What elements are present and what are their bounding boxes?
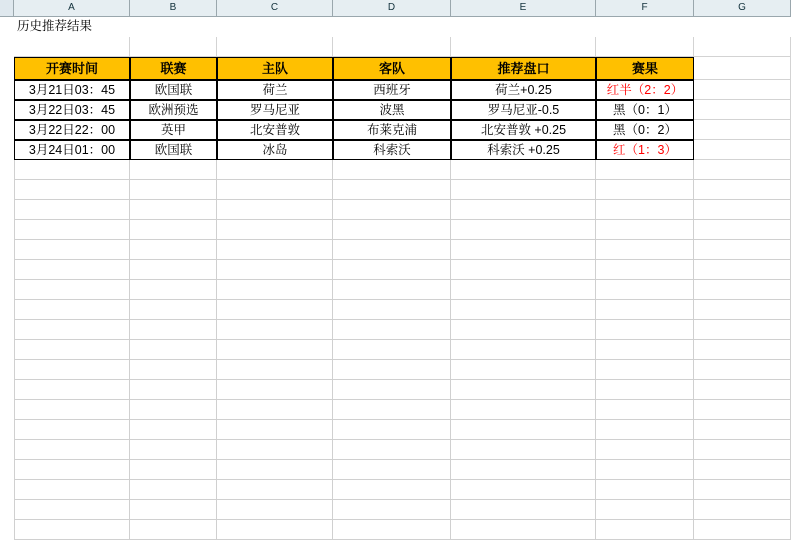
grid-cell-empty[interactable] bbox=[333, 160, 451, 180]
grid-cell-empty[interactable] bbox=[451, 180, 596, 200]
table-header-cell[interactable]: 客队 bbox=[333, 57, 451, 80]
table-row bbox=[14, 520, 791, 540]
grid-cell-empty[interactable] bbox=[14, 500, 130, 520]
grid-cell-empty[interactable] bbox=[14, 240, 130, 260]
grid-cell-empty[interactable] bbox=[596, 380, 694, 400]
grid-cell-empty[interactable] bbox=[694, 400, 791, 420]
grid-cell-empty[interactable] bbox=[333, 280, 451, 300]
grid-cell-empty[interactable] bbox=[333, 360, 451, 380]
grid-cell-empty[interactable] bbox=[451, 260, 596, 280]
grid-cell-empty[interactable] bbox=[130, 320, 217, 340]
grid-cell-empty[interactable] bbox=[217, 360, 333, 380]
grid-cell-empty[interactable] bbox=[333, 17, 451, 37]
grid-cell-empty[interactable] bbox=[217, 300, 333, 320]
grid-cell-empty[interactable] bbox=[596, 440, 694, 460]
table-cell-time[interactable]: 3月21日03：45 bbox=[14, 80, 130, 100]
grid-cell-empty[interactable] bbox=[694, 500, 791, 520]
grid-cell-empty[interactable] bbox=[333, 200, 451, 220]
grid-cell-empty[interactable] bbox=[14, 260, 130, 280]
grid-cell-empty[interactable] bbox=[694, 520, 791, 540]
grid-cell-empty[interactable] bbox=[694, 480, 791, 500]
grid-cell-empty[interactable] bbox=[596, 520, 694, 540]
table-row bbox=[14, 180, 791, 200]
table-row bbox=[14, 460, 791, 480]
grid-cell-empty[interactable] bbox=[130, 260, 217, 280]
grid-cell-empty[interactable] bbox=[14, 480, 130, 500]
grid-cell-empty[interactable] bbox=[451, 380, 596, 400]
row-header[interactable] bbox=[0, 420, 14, 440]
grid-cell-empty[interactable] bbox=[694, 320, 791, 340]
grid-cell-empty[interactable] bbox=[217, 420, 333, 440]
table-row bbox=[14, 380, 791, 400]
grid-cell-empty[interactable] bbox=[130, 180, 217, 200]
grid-cell-empty[interactable] bbox=[451, 320, 596, 340]
grid-cell-empty[interactable] bbox=[14, 200, 130, 220]
grid-cell-empty[interactable] bbox=[596, 160, 694, 180]
table-row bbox=[14, 280, 791, 300]
column-header-c[interactable]: C bbox=[217, 0, 333, 16]
table-row bbox=[14, 100, 791, 120]
grid-cell-empty[interactable] bbox=[217, 240, 333, 260]
grid-cell-empty[interactable] bbox=[130, 360, 217, 380]
row-header[interactable] bbox=[0, 380, 14, 400]
grid-cell-empty[interactable] bbox=[694, 280, 791, 300]
grid-cell-empty[interactable] bbox=[451, 520, 596, 540]
grid-cell-empty[interactable] bbox=[451, 420, 596, 440]
result-cell[interactable]: 红半（2：2） bbox=[596, 80, 694, 100]
grid-cell-empty[interactable] bbox=[14, 380, 130, 400]
grid-cell-empty[interactable] bbox=[694, 37, 791, 57]
table-cell-home[interactable]: 罗马尼亚 bbox=[217, 100, 333, 120]
table-cell-home[interactable]: 北安普敦 bbox=[217, 120, 333, 140]
grid-cell-empty[interactable] bbox=[217, 500, 333, 520]
table-cell-pick[interactable]: 罗马尼亚-0.5 bbox=[451, 100, 596, 120]
grid-cell-empty[interactable] bbox=[14, 400, 130, 420]
table-row bbox=[14, 400, 791, 420]
grid-cell-empty[interactable] bbox=[694, 260, 791, 280]
grid-cell-empty[interactable] bbox=[596, 340, 694, 360]
grid-cell-empty[interactable] bbox=[596, 17, 694, 37]
row-header[interactable] bbox=[0, 440, 14, 460]
grid-cell-empty[interactable] bbox=[217, 320, 333, 340]
grid-cell-empty[interactable] bbox=[130, 380, 217, 400]
table-cell-league[interactable]: 欧洲预选 bbox=[130, 100, 217, 120]
table-row bbox=[14, 260, 791, 280]
row-header[interactable] bbox=[0, 17, 14, 37]
grid-cell-empty[interactable] bbox=[451, 37, 596, 57]
table-cell-away[interactable]: 西班牙 bbox=[333, 80, 451, 100]
row-header-column bbox=[0, 17, 14, 540]
grid-cell-empty[interactable] bbox=[596, 300, 694, 320]
grid-cell-empty[interactable] bbox=[130, 460, 217, 480]
table-header-cell[interactable]: 联赛 bbox=[130, 57, 217, 80]
grid-cell-empty[interactable] bbox=[596, 37, 694, 57]
grid-cell-empty[interactable] bbox=[451, 440, 596, 460]
table-cell-league[interactable]: 英甲 bbox=[130, 120, 217, 140]
row-header[interactable] bbox=[0, 460, 14, 480]
grid-cell-empty[interactable] bbox=[217, 380, 333, 400]
grid-cell-empty[interactable] bbox=[451, 200, 596, 220]
table-header-cell[interactable]: 开赛时间 bbox=[14, 57, 130, 80]
grid-cell-empty[interactable] bbox=[14, 520, 130, 540]
grid-cell-empty[interactable] bbox=[596, 200, 694, 220]
grid-cell-empty[interactable] bbox=[596, 400, 694, 420]
grid-cell-empty[interactable] bbox=[596, 360, 694, 380]
grid-cell-empty[interactable] bbox=[451, 480, 596, 500]
grid-cell-empty[interactable] bbox=[596, 260, 694, 280]
result-cell[interactable]: 红（1：3） bbox=[596, 140, 694, 160]
grid-cell-empty[interactable] bbox=[694, 360, 791, 380]
grid-cell-empty[interactable] bbox=[14, 440, 130, 460]
grid-cell-empty[interactable] bbox=[694, 380, 791, 400]
grid-cell-empty[interactable] bbox=[333, 340, 451, 360]
table-cell-time[interactable]: 3月22日22：00 bbox=[14, 120, 130, 140]
grid-cell-empty[interactable] bbox=[14, 460, 130, 480]
grid-cell-empty[interactable] bbox=[14, 300, 130, 320]
table-row bbox=[14, 120, 791, 140]
grid-cell-empty[interactable] bbox=[694, 240, 791, 260]
grid-cell-empty[interactable] bbox=[217, 280, 333, 300]
row-header[interactable] bbox=[0, 100, 14, 120]
table-header-cell[interactable]: 推荐盘口 bbox=[451, 57, 596, 80]
grid-cell-empty[interactable] bbox=[596, 500, 694, 520]
grid-cell-empty[interactable] bbox=[333, 260, 451, 280]
grid-cell-empty[interactable] bbox=[333, 400, 451, 420]
grid-cell-empty[interactable] bbox=[130, 400, 217, 420]
table-cell-pick[interactable]: 荷兰+0.25 bbox=[451, 80, 596, 100]
column-header-row bbox=[0, 0, 791, 17]
grid-cell-empty[interactable] bbox=[14, 320, 130, 340]
table-row bbox=[14, 240, 791, 260]
table-row bbox=[14, 80, 791, 100]
grid-cell-empty[interactable] bbox=[694, 440, 791, 460]
grid-cell-empty[interactable] bbox=[130, 240, 217, 260]
grid-area bbox=[0, 17, 791, 540]
grid-cell-empty[interactable] bbox=[130, 420, 217, 440]
grid-cell-empty[interactable] bbox=[333, 380, 451, 400]
grid-cell-empty[interactable] bbox=[217, 480, 333, 500]
row-header[interactable] bbox=[0, 280, 14, 300]
table-cell-time[interactable]: 3月22日03：45 bbox=[14, 100, 130, 120]
grid-cell-empty[interactable] bbox=[130, 340, 217, 360]
table-cell-away[interactable]: 科索沃 bbox=[333, 140, 451, 160]
grid-cell-empty[interactable] bbox=[130, 480, 217, 500]
grid-cell-empty[interactable] bbox=[130, 37, 217, 57]
column-header-b[interactable]: B bbox=[130, 0, 217, 16]
grid-cell-empty[interactable] bbox=[217, 200, 333, 220]
grid-cell-empty[interactable] bbox=[130, 17, 217, 37]
grid-cell-empty[interactable] bbox=[451, 17, 596, 37]
cell-grid bbox=[14, 17, 791, 540]
grid-cell-empty[interactable] bbox=[217, 400, 333, 420]
grid-cell-empty[interactable] bbox=[451, 500, 596, 520]
grid-cell-empty[interactable] bbox=[333, 500, 451, 520]
grid-cell-empty[interactable] bbox=[130, 500, 217, 520]
row-header[interactable] bbox=[0, 360, 14, 380]
row-header[interactable] bbox=[0, 120, 14, 140]
grid-cell-empty[interactable] bbox=[596, 280, 694, 300]
table-cell-league[interactable]: 欧国联 bbox=[130, 140, 217, 160]
row-header[interactable] bbox=[0, 140, 14, 160]
grid-cell-empty[interactable] bbox=[130, 440, 217, 460]
grid-cell-empty[interactable] bbox=[694, 120, 791, 140]
grid-cell-empty[interactable] bbox=[694, 420, 791, 440]
table-row bbox=[14, 140, 791, 160]
grid-cell-empty[interactable] bbox=[451, 300, 596, 320]
grid-cell-empty[interactable] bbox=[14, 420, 130, 440]
grid-cell-empty[interactable] bbox=[694, 57, 791, 80]
grid-cell-empty[interactable] bbox=[14, 340, 130, 360]
grid-cell-empty[interactable] bbox=[217, 260, 333, 280]
table-cell-pick[interactable]: 北安普敦 +0.25 bbox=[451, 120, 596, 140]
grid-cell-empty[interactable] bbox=[14, 360, 130, 380]
grid-cell-empty[interactable] bbox=[217, 340, 333, 360]
table-row bbox=[14, 320, 791, 340]
grid-cell-empty[interactable] bbox=[451, 340, 596, 360]
grid-cell-empty[interactable] bbox=[694, 300, 791, 320]
row-header[interactable] bbox=[0, 37, 14, 57]
table-header-cell[interactable]: 赛果 bbox=[596, 57, 694, 80]
grid-cell-empty[interactable] bbox=[451, 240, 596, 260]
table-row bbox=[14, 480, 791, 500]
select-all-corner[interactable] bbox=[0, 0, 14, 16]
grid-cell-empty[interactable] bbox=[451, 360, 596, 380]
result-cell[interactable]: 黑（0：1） bbox=[596, 100, 694, 120]
column-header-a[interactable]: A bbox=[14, 0, 130, 16]
table-cell-home[interactable]: 荷兰 bbox=[217, 80, 333, 100]
grid-cell-empty[interactable] bbox=[333, 300, 451, 320]
row-header[interactable] bbox=[0, 180, 14, 200]
grid-cell-empty[interactable] bbox=[694, 17, 791, 37]
grid-cell-empty[interactable] bbox=[130, 200, 217, 220]
grid-cell-empty[interactable] bbox=[130, 160, 217, 180]
table-cell-away[interactable]: 波黑 bbox=[333, 100, 451, 120]
grid-cell-empty[interactable] bbox=[130, 300, 217, 320]
grid-cell-empty[interactable] bbox=[130, 220, 217, 240]
column-header-g[interactable]: G bbox=[694, 0, 791, 16]
row-header[interactable] bbox=[0, 340, 14, 360]
grid-cell-empty[interactable] bbox=[694, 160, 791, 180]
table-cell-away[interactable]: 布莱克浦 bbox=[333, 120, 451, 140]
table-row bbox=[14, 420, 791, 440]
grid-cell-empty[interactable] bbox=[694, 200, 791, 220]
grid-cell-empty[interactable] bbox=[217, 17, 333, 37]
grid-cell-empty[interactable] bbox=[333, 520, 451, 540]
grid-cell-empty[interactable] bbox=[451, 220, 596, 240]
grid-cell-empty[interactable] bbox=[217, 37, 333, 57]
table-row bbox=[14, 17, 791, 37]
row-header[interactable] bbox=[0, 80, 14, 100]
grid-cell-empty[interactable] bbox=[451, 460, 596, 480]
column-header-d[interactable]: D bbox=[333, 0, 451, 16]
grid-cell-empty[interactable] bbox=[333, 220, 451, 240]
row-header[interactable] bbox=[0, 200, 14, 220]
grid-cell-empty[interactable] bbox=[333, 320, 451, 340]
grid-cell-empty[interactable] bbox=[217, 520, 333, 540]
grid-cell-empty[interactable] bbox=[217, 220, 333, 240]
grid-cell-empty[interactable] bbox=[217, 460, 333, 480]
grid-cell-empty[interactable] bbox=[694, 100, 791, 120]
grid-cell-empty[interactable] bbox=[596, 460, 694, 480]
grid-cell-empty[interactable] bbox=[333, 180, 451, 200]
grid-cell-empty[interactable] bbox=[14, 37, 130, 57]
table-row bbox=[14, 160, 791, 180]
grid-cell-empty[interactable] bbox=[333, 420, 451, 440]
column-header-f[interactable]: F bbox=[596, 0, 694, 16]
table-header-row bbox=[14, 57, 791, 80]
grid-cell-empty[interactable] bbox=[333, 240, 451, 260]
grid-cell-empty[interactable] bbox=[333, 37, 451, 57]
row-header[interactable] bbox=[0, 500, 14, 520]
grid-cell-empty[interactable] bbox=[333, 480, 451, 500]
grid-cell-empty[interactable] bbox=[130, 520, 217, 540]
row-header[interactable] bbox=[0, 520, 14, 540]
table-row bbox=[14, 200, 791, 220]
row-header[interactable] bbox=[0, 480, 14, 500]
row-header[interactable] bbox=[0, 240, 14, 260]
grid-cell-empty[interactable] bbox=[596, 420, 694, 440]
row-header[interactable] bbox=[0, 220, 14, 240]
row-header[interactable] bbox=[0, 400, 14, 420]
table-row bbox=[14, 300, 791, 320]
grid-cell-empty[interactable] bbox=[694, 460, 791, 480]
grid-cell-empty[interactable] bbox=[14, 180, 130, 200]
result-cell[interactable]: 黑（0：2） bbox=[596, 120, 694, 140]
grid-cell-empty[interactable] bbox=[596, 180, 694, 200]
row-header[interactable] bbox=[0, 57, 14, 80]
grid-cell-empty[interactable] bbox=[217, 160, 333, 180]
grid-cell-empty[interactable] bbox=[451, 160, 596, 180]
table-row bbox=[14, 37, 791, 57]
grid-cell-empty[interactable] bbox=[596, 220, 694, 240]
grid-cell-empty[interactable] bbox=[333, 440, 451, 460]
table-header-cell[interactable]: 主队 bbox=[217, 57, 333, 80]
column-header-e[interactable]: E bbox=[451, 0, 596, 16]
grid-cell-empty[interactable] bbox=[694, 140, 791, 160]
row-header[interactable] bbox=[0, 300, 14, 320]
grid-cell-empty[interactable] bbox=[596, 320, 694, 340]
table-cell-time[interactable]: 3月24日01：00 bbox=[14, 140, 130, 160]
table-row bbox=[14, 500, 791, 520]
grid-cell-empty[interactable] bbox=[694, 340, 791, 360]
table-cell-league[interactable]: 欧国联 bbox=[130, 80, 217, 100]
table-row bbox=[14, 440, 791, 460]
row-header[interactable] bbox=[0, 320, 14, 340]
table-row bbox=[14, 360, 791, 380]
grid-cell-empty[interactable] bbox=[14, 220, 130, 240]
grid-cell-empty[interactable] bbox=[14, 280, 130, 300]
grid-cell-empty[interactable] bbox=[451, 280, 596, 300]
grid-cell-empty[interactable] bbox=[130, 280, 217, 300]
row-header[interactable] bbox=[0, 160, 14, 180]
row-header[interactable] bbox=[0, 260, 14, 280]
grid-cell-empty[interactable] bbox=[333, 460, 451, 480]
grid-cell-empty[interactable] bbox=[14, 160, 130, 180]
grid-cell-empty[interactable] bbox=[217, 180, 333, 200]
title-cell[interactable]: 历史推荐结果 bbox=[14, 17, 130, 37]
grid-cell-empty[interactable] bbox=[596, 240, 694, 260]
grid-cell-empty[interactable] bbox=[451, 400, 596, 420]
table-row bbox=[14, 340, 791, 360]
grid-cell-empty[interactable] bbox=[694, 80, 791, 100]
grid-cell-empty[interactable] bbox=[694, 220, 791, 240]
grid-cell-empty[interactable] bbox=[694, 180, 791, 200]
table-row bbox=[14, 220, 791, 240]
grid-cell-empty[interactable] bbox=[596, 480, 694, 500]
table-cell-home[interactable]: 冰岛 bbox=[217, 140, 333, 160]
grid-cell-empty[interactable] bbox=[217, 440, 333, 460]
table-cell-pick[interactable]: 科索沃 +0.25 bbox=[451, 140, 596, 160]
